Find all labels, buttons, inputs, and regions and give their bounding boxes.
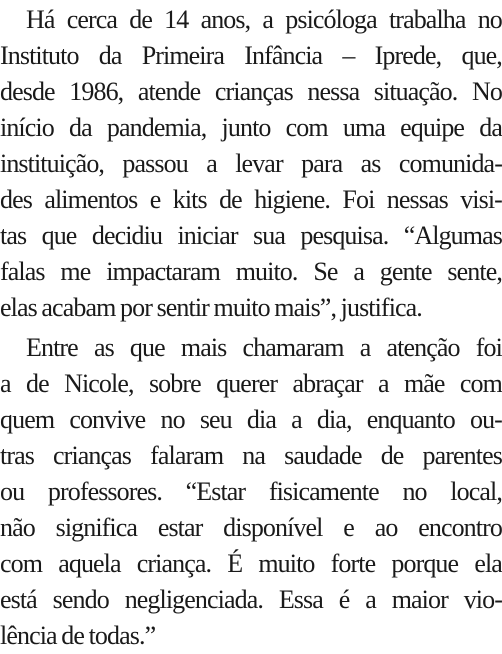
word: junto xyxy=(221,113,271,142)
text-line: lência de todas.” xyxy=(0,621,156,650)
word: quem xyxy=(0,405,55,434)
word: Essa xyxy=(278,585,323,614)
word: uma xyxy=(342,113,385,142)
word: Há xyxy=(26,5,55,34)
word: tras xyxy=(0,441,34,470)
text-line xyxy=(0,510,502,546)
word: crianças xyxy=(53,441,132,470)
word: dia, xyxy=(316,405,352,434)
word: com xyxy=(459,369,502,398)
word: ela xyxy=(474,549,502,578)
word: a xyxy=(377,369,389,398)
word: cerca xyxy=(66,5,118,34)
word: 1986, xyxy=(69,77,124,106)
word: Primeira xyxy=(141,41,225,70)
word: passou xyxy=(122,149,188,178)
word: levar xyxy=(235,149,283,178)
word: higiene. xyxy=(254,185,331,214)
word: abraçar xyxy=(292,369,363,398)
word: falaram xyxy=(150,441,224,470)
word: a xyxy=(365,585,376,614)
word: fisicamente xyxy=(268,477,379,506)
word: que xyxy=(129,333,165,362)
word: e xyxy=(149,185,161,214)
text-line xyxy=(0,182,502,218)
word: “Algumas xyxy=(403,221,502,250)
word: iniciar xyxy=(177,221,238,250)
word: sobre xyxy=(148,369,201,398)
word: ao xyxy=(374,513,398,542)
word: crianças xyxy=(214,77,293,106)
word: Iprede, xyxy=(374,41,442,70)
text-line xyxy=(0,218,502,254)
word: Foi xyxy=(342,185,375,214)
word: aquela xyxy=(58,549,121,578)
word: disponível xyxy=(223,513,323,542)
word: – xyxy=(342,41,355,70)
word: a xyxy=(206,149,217,178)
word: foi xyxy=(475,333,502,362)
word: a xyxy=(0,369,11,398)
word: Nicole, xyxy=(64,369,134,398)
word: situação. xyxy=(373,77,458,106)
word: vio- xyxy=(463,585,502,614)
word: da xyxy=(98,41,122,70)
word: equipe xyxy=(400,113,465,142)
word: estar xyxy=(157,513,203,542)
word: professores. xyxy=(47,477,162,506)
word: muito xyxy=(258,549,315,578)
word: criança. xyxy=(136,549,212,578)
word: nessa xyxy=(307,77,360,106)
word: Instituto xyxy=(0,41,79,70)
text-line: elas acabam por sentir muito mais”, justifica. xyxy=(0,293,422,322)
word: maior xyxy=(391,585,448,614)
word: ou xyxy=(0,477,25,506)
word: atenção xyxy=(386,333,460,362)
word: atende xyxy=(137,77,201,106)
word: 14 xyxy=(164,5,189,34)
word: saudade xyxy=(284,441,362,470)
word: falas xyxy=(0,257,45,286)
word: me xyxy=(60,257,91,286)
word: impactaram xyxy=(106,257,220,286)
word: sente, xyxy=(447,257,502,286)
word: chamaram xyxy=(242,333,344,362)
word: gente xyxy=(379,257,432,286)
word: a xyxy=(353,257,364,286)
word: não xyxy=(0,513,35,542)
text-line xyxy=(0,2,502,38)
word: mais xyxy=(180,333,227,362)
word: psicóloga xyxy=(285,5,377,34)
word: sua xyxy=(253,221,285,250)
word: de xyxy=(219,185,242,214)
text-line xyxy=(0,38,502,74)
word: e xyxy=(343,513,354,542)
text-line xyxy=(0,582,502,618)
text-line xyxy=(0,474,502,510)
word: forte xyxy=(330,549,376,578)
word: enquanto xyxy=(366,405,455,434)
word: está xyxy=(0,585,37,614)
word: de xyxy=(25,369,49,398)
word: des xyxy=(0,185,32,214)
word: negligenciada. xyxy=(124,585,263,614)
text-line xyxy=(0,146,502,182)
word: as xyxy=(360,149,381,178)
word: visi- xyxy=(460,185,502,214)
word: é xyxy=(338,585,350,614)
text-line xyxy=(0,330,502,366)
word: que xyxy=(41,221,77,250)
word: com xyxy=(0,549,43,578)
text-line xyxy=(0,110,502,146)
word: Infância xyxy=(244,41,323,70)
word: encontro xyxy=(418,513,502,542)
word: significa xyxy=(55,513,138,542)
word: Entre xyxy=(26,333,78,362)
text-line xyxy=(0,546,502,582)
word: dia xyxy=(246,405,276,434)
word: a xyxy=(262,5,274,34)
word: sendo xyxy=(52,585,109,614)
word: local, xyxy=(450,477,502,506)
word: no xyxy=(477,5,502,34)
word: ou- xyxy=(469,405,502,434)
word: que, xyxy=(461,41,502,70)
text-line xyxy=(0,438,502,474)
word: No xyxy=(471,77,502,106)
word: as xyxy=(93,333,114,362)
word: trabalha xyxy=(388,5,466,34)
text-line xyxy=(0,366,502,402)
word: início xyxy=(0,113,54,142)
text-line xyxy=(0,254,502,290)
word: na xyxy=(242,441,266,470)
word: da xyxy=(479,113,502,142)
word: porque xyxy=(391,549,459,578)
word: da xyxy=(68,113,92,142)
word: anos, xyxy=(200,5,251,34)
word: alimentos xyxy=(44,185,138,214)
word: para xyxy=(301,149,343,178)
word: tas xyxy=(0,221,27,250)
word: É xyxy=(227,549,243,578)
word: a xyxy=(359,333,371,362)
word: mãe xyxy=(403,369,445,398)
word: kits xyxy=(172,185,207,214)
word: seu xyxy=(199,405,232,434)
word: instituição, xyxy=(0,149,105,178)
word: “Estar xyxy=(185,477,246,506)
text-line xyxy=(0,402,502,438)
word: Se xyxy=(313,257,338,286)
word: desde xyxy=(0,77,55,106)
word: de xyxy=(380,441,404,470)
word: convive xyxy=(69,405,146,434)
word: nessas xyxy=(386,185,448,214)
word: pesquisa. xyxy=(300,221,389,250)
text-line xyxy=(0,74,502,110)
word: muito. xyxy=(235,257,298,286)
word: de xyxy=(129,5,152,34)
word: no xyxy=(160,405,185,434)
word: no xyxy=(402,477,427,506)
word: comunida- xyxy=(398,149,502,178)
word: decidiu xyxy=(91,221,163,250)
word: parentes xyxy=(422,441,502,470)
word: a xyxy=(291,405,302,434)
word: com xyxy=(285,113,328,142)
word: pandemia, xyxy=(106,113,207,142)
word: querer xyxy=(216,369,278,398)
